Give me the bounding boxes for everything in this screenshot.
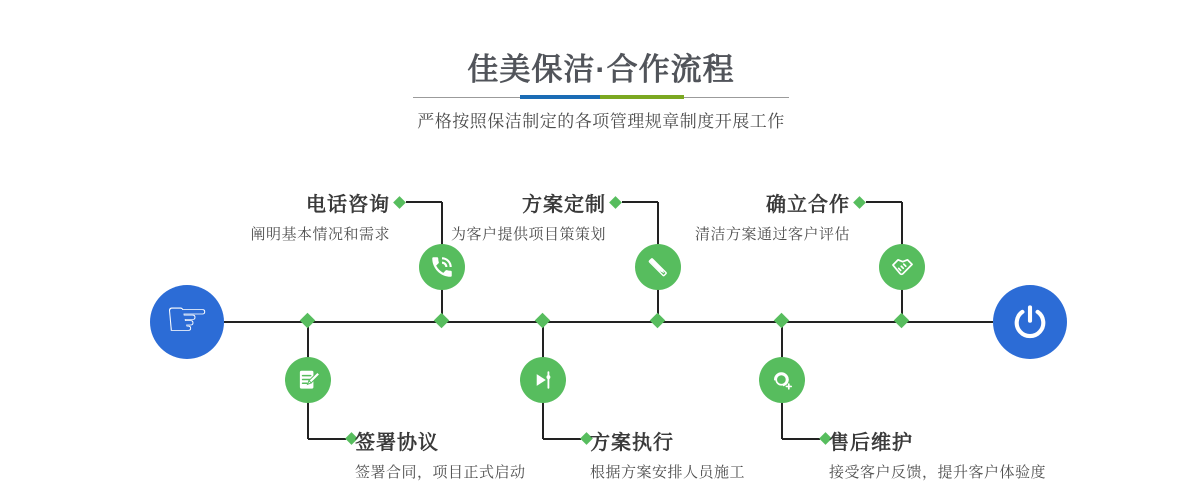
timeline-node-diamond <box>894 313 910 329</box>
step-label <box>160 188 390 244</box>
step-description: 接受客户反馈，提升客户体验度 <box>829 464 1047 481</box>
step-icon-circle <box>520 357 566 403</box>
timeline-node-diamond <box>774 313 790 329</box>
timeline-node-diamond <box>650 313 666 329</box>
step-description: 清洁方案通过客户评估 <box>694 226 850 243</box>
connector-diamond <box>853 196 866 209</box>
power-icon <box>1011 303 1049 341</box>
title-divider-green-segment <box>600 95 684 99</box>
document-pen-icon <box>295 367 321 393</box>
timeline-main-line <box>224 321 993 323</box>
title-divider-blue-segment <box>520 95 600 99</box>
page-subtitle: 严格按照保洁制定的各项管理规章制度开展工作 <box>417 112 785 131</box>
step-description: 签署合同，项目正式启动 <box>355 464 526 481</box>
step-title: 方案执行 <box>590 432 674 454</box>
step-title: 售后维护 <box>829 432 913 454</box>
step-label <box>590 426 850 482</box>
page-title: 佳美保洁·合作流程 <box>467 52 735 87</box>
phone-icon <box>429 254 455 280</box>
step-title: 电话咨询 <box>306 194 390 216</box>
step-label <box>620 188 850 244</box>
connector-line <box>543 438 581 440</box>
handshake-icon <box>889 254 916 281</box>
connector-line <box>308 438 346 440</box>
step-icon-circle <box>285 357 331 403</box>
timeline-node-diamond <box>300 313 316 329</box>
timeline-node-diamond <box>535 313 551 329</box>
step-icon-circle <box>635 244 681 290</box>
flow-end-node <box>993 285 1067 359</box>
step-icon-circle <box>879 244 925 290</box>
step-description: 为客户提供项目策策划 <box>450 226 606 243</box>
step-description: 阐明基本情况和需求 <box>250 226 390 243</box>
step-title: 签署协议 <box>355 432 439 454</box>
play-slider-icon <box>530 367 556 393</box>
timeline-node-diamond <box>434 313 450 329</box>
pencil-ruler-icon <box>645 254 671 280</box>
step-label <box>355 426 615 482</box>
step-icon-circle <box>759 357 805 403</box>
step-title: 确立合作 <box>766 194 850 216</box>
connector-line <box>866 201 902 203</box>
headset-plus-icon <box>769 367 796 394</box>
step-icon-circle <box>419 244 465 290</box>
step-title: 方案定制 <box>522 194 606 216</box>
flow-start-node <box>150 285 224 359</box>
connector-line <box>782 438 820 440</box>
step-label <box>376 188 606 244</box>
pointing-hand-icon: ☞ <box>164 291 210 347</box>
step-label <box>829 426 1089 482</box>
step-description: 根据方案安排人员施工 <box>590 464 746 481</box>
